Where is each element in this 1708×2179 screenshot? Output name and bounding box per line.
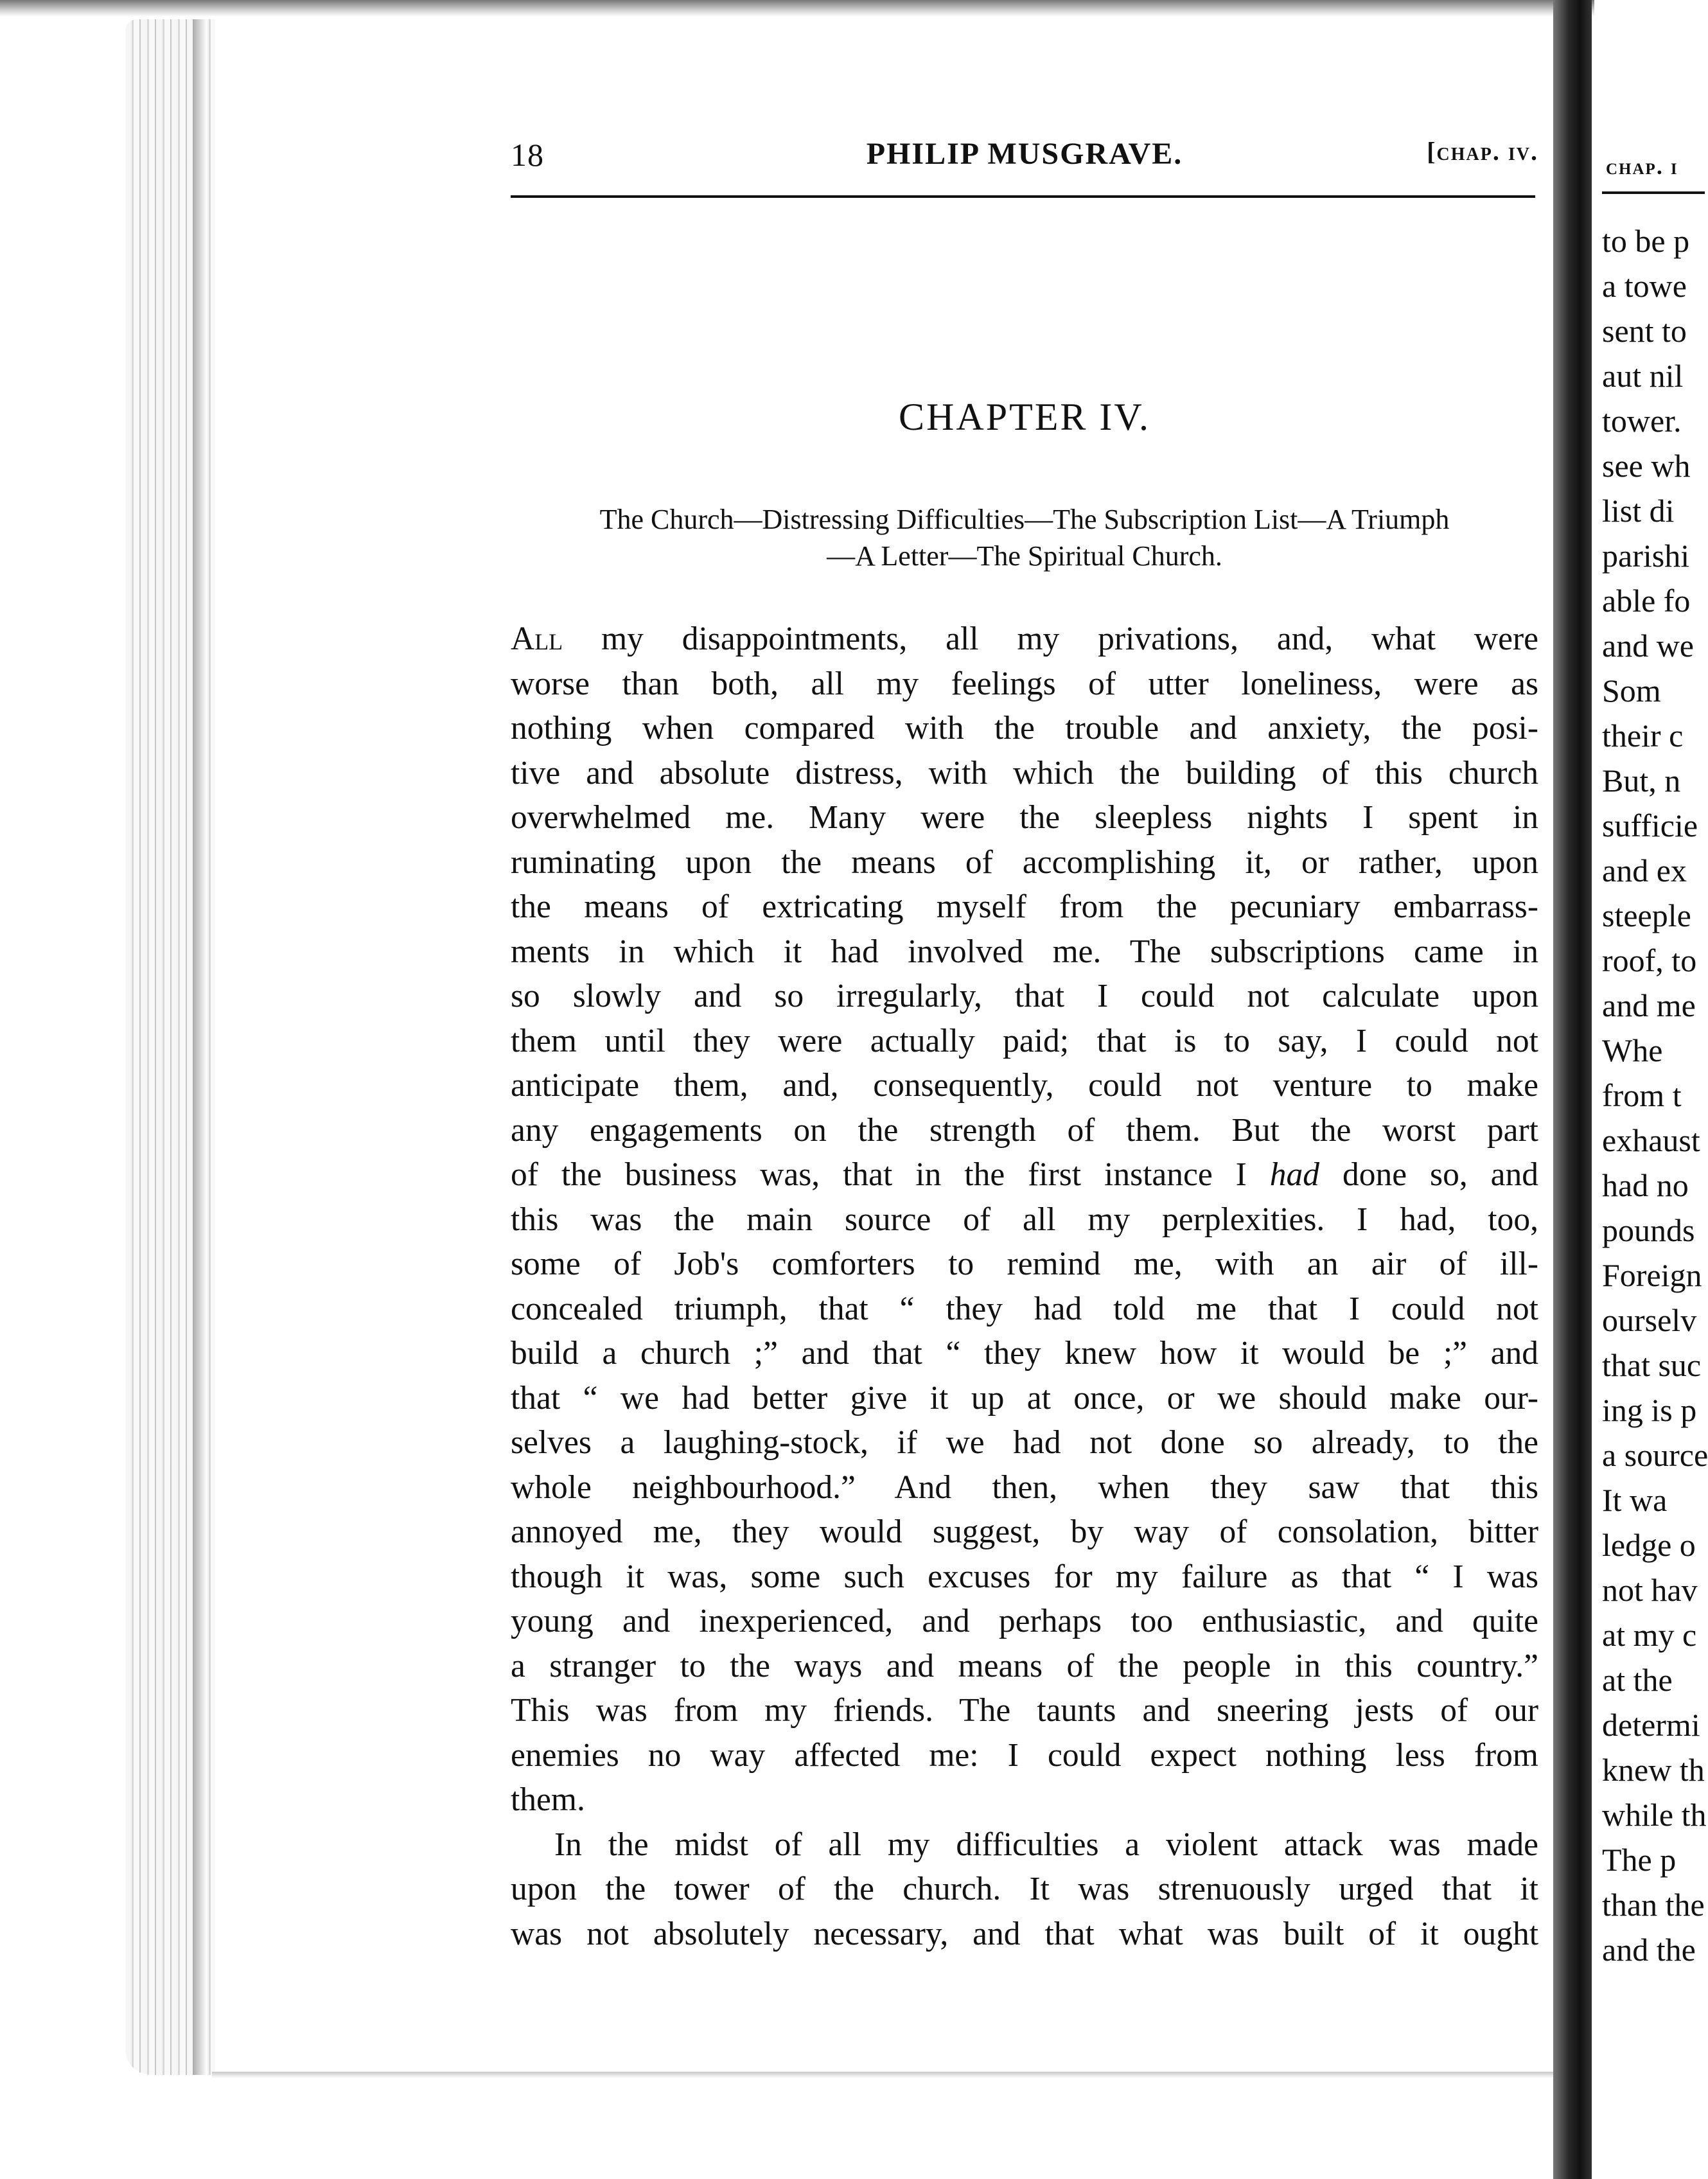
text-line [511,617,1538,662]
adjacent-text-line: and the [1602,1932,1696,1968]
text-line: enemies no way affected me: I could expect nothing less from [511,1736,1538,1774]
adjacent-text-line: pounds [1602,1212,1695,1248]
text-line: ruminating upon the means of accomplishing it, or rather, upon [511,843,1538,881]
text-line: worse than both, all my feelings of utter loneliness, were as [511,665,1538,702]
adjacent-text-line: knew th [1602,1752,1705,1788]
adjacent-text-line: at the [1602,1662,1673,1698]
adjacent-text-line: and ex [1602,852,1687,888]
adjacent-text-line: exhaust [1602,1122,1700,1158]
adjacent-text-line: ourselv [1602,1302,1697,1338]
text-line: so slowly and so irregularly, that I could not calculate upon [511,978,1538,1014]
body-text [511,617,1538,1956]
book-page [511,0,1545,2179]
text-line: though it was, some such excuses for my failure as that “ I was [511,1558,1538,1595]
text-line: nothing when compared with the trouble and anxiety, the posi- [511,710,1538,746]
text-line-content: of the business was, that in the first instance I [511,1156,1270,1193]
adjacent-text-line: and me [1602,987,1696,1023]
text-line: this was the main source of all my perplexities. I had, too, [511,1201,1538,1238]
adjacent-text-line: a towe [1602,268,1687,304]
text-line-content: done so, and [1319,1156,1538,1193]
page-number: 18 [511,137,544,173]
adjacent-text-line: sufficie [1602,807,1698,843]
adjacent-text [1602,218,1708,1972]
adjacent-text-line: their c [1602,718,1684,754]
text-line: whole neighbourhood.” And then, when they saw that this [511,1469,1538,1506]
emphasis: had [1269,1156,1320,1193]
text-line: was not absolutely necessary, and that what was built of it ought [511,1915,1538,1952]
text-line: concealed triumph, that “ they had told me that I could not [511,1290,1538,1327]
adjacent-header-rule [1602,191,1705,194]
text-line: ments in which it had involved me. The subscriptions came in [511,933,1538,970]
text-line [511,1152,1538,1197]
text-line: a stranger to the ways and means of the people in this country.” [511,1647,1538,1684]
text-line: upon the tower of the church. It was strenuously urged that it [511,1871,1538,1907]
adjacent-text-line: ledge o [1602,1527,1696,1563]
adjacent-text-line: able fo [1602,583,1691,619]
running-title: PHILIP MUSGRAVE. [866,137,1183,171]
book-gutter [1553,0,1592,2179]
adjacent-text-line: determi [1602,1707,1700,1743]
text-line: them until they were actually paid; that is to say, I could not [511,1022,1538,1059]
adjacent-text-line: while th [1602,1797,1707,1833]
text-line: This was from my friends. The taunts and sneering jests of our [511,1692,1538,1729]
adjacent-text-line: sent to [1602,313,1687,349]
text-line: tive and absolute distress, with which the building of this church [511,754,1538,791]
adjacent-text-line: not hav [1602,1572,1698,1608]
adjacent-text-line: ing is p [1602,1392,1697,1428]
adjacent-text-line: Whe [1602,1032,1663,1068]
synopsis-line: The Church—Distressing Difficulties—The Subscription List—A Triumph [599,504,1450,535]
adjacent-text-line: had no [1602,1167,1689,1203]
text-line: anticipate them, and, consequently, could not venture to make [511,1067,1538,1104]
text-line: overwhelmed me. Many were the sleepless nights I spent in [511,799,1538,836]
adjacent-text-line: see wh [1602,448,1691,484]
running-head [511,136,1538,181]
adjacent-running-head: chap. i [1606,154,1678,179]
text-line: any engagements on the strength of them. But the worst part [511,1111,1538,1149]
chapter-heading: CHAPTER IV. [899,396,1150,438]
adjacent-page [1594,0,1708,2179]
adjacent-text-line: at my c [1602,1617,1697,1653]
adjacent-text-line: aut nil [1602,358,1684,394]
adjacent-text-line: Foreign [1602,1257,1702,1293]
adjacent-text-line: The p [1602,1842,1677,1878]
text-line: build a church ;” and that “ they knew how it would be ;” and [511,1335,1538,1372]
text-line-content: my disappointments, all my privations, and, what were [563,621,1538,657]
text-line: the means of extricating myself from the pecuniary embarrass- [511,888,1538,925]
adjacent-text-line: to be p [1602,223,1690,259]
text-line: selves a laughing-stock, if we had not done so already, to the [511,1424,1538,1461]
adjacent-text-line: It wa [1602,1482,1668,1518]
adjacent-text-line: parishi [1602,538,1690,574]
adjacent-text-line: tower. [1602,403,1682,439]
adjacent-text-line: and we [1602,628,1694,664]
adjacent-text-line: Som [1602,673,1661,709]
text-line: In the midst of all my difficulties a violent attack was made [554,1826,1538,1863]
adjacent-text-line: steeple [1602,897,1691,933]
text-line: young and inexperienced, and perhaps too enthusiastic, and quite [511,1603,1538,1639]
chapter-synopsis [511,501,1538,574]
synopsis-line: —A Letter—The Spiritual Church. [827,540,1222,572]
page-edge-shadow [193,19,207,2075]
adjacent-text-line: roof, to [1602,942,1697,978]
drop-word: All [511,621,563,657]
adjacent-text-line: list di [1602,493,1675,529]
header-rule [511,195,1535,198]
adjacent-text-line: from t [1602,1077,1682,1113]
text-line: annoyed me, they would suggest, by way of consolation, bitter [511,1513,1538,1550]
adjacent-text-line: But, n [1602,763,1681,798]
adjacent-text-line: than the [1602,1887,1705,1923]
text-line: some of Job's comforters to remind me, with an air of ill- [511,1246,1538,1282]
running-chapter-label: [chap. iv. [1427,137,1538,166]
text-line: them. [511,1781,585,1818]
adjacent-text-line: that suc [1602,1347,1702,1383]
adjacent-text-line: a source [1602,1437,1708,1473]
text-line: that “ we had better give it up at once, or we should make our- [511,1379,1538,1416]
